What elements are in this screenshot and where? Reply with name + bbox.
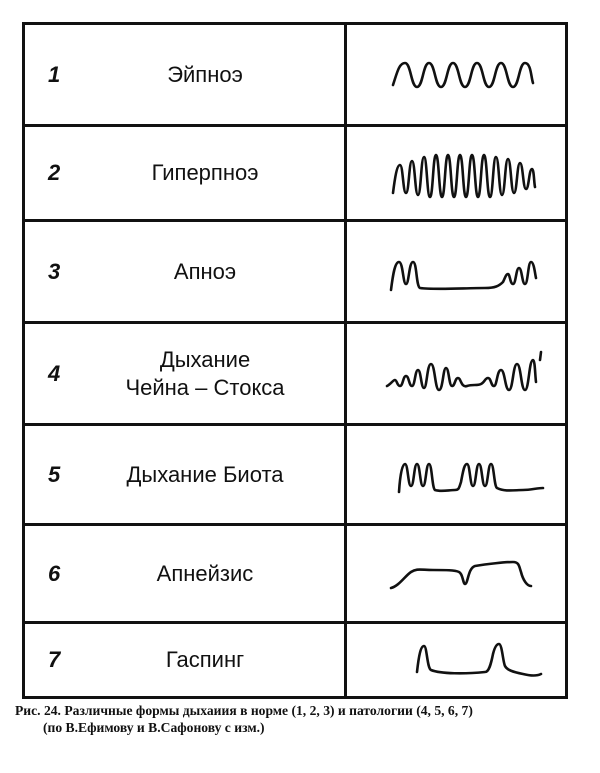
breathing-patterns-table	[22, 22, 568, 699]
caption-line-2: (по В.Ефимову и В.Сафонову с изм.)	[43, 720, 265, 735]
pattern-name: Эйпноэ	[167, 61, 243, 87]
pattern-name: Дыхание Биота	[126, 461, 284, 487]
figure-caption	[15, 702, 590, 736]
table-row	[25, 526, 565, 624]
row-number: 1	[48, 61, 61, 87]
cheyne-stokes-wave-icon	[355, 324, 560, 423]
pattern-name: Дыхание Чейна – Стокса	[125, 346, 285, 400]
table-row	[25, 127, 565, 222]
gasping-wave-icon	[355, 624, 560, 696]
row-number: 6	[48, 560, 61, 586]
row-number: 2	[48, 160, 61, 185]
pattern-name: Апноэ	[173, 258, 237, 284]
pattern-name: Гаспинг	[165, 647, 245, 672]
biot-wave-icon	[355, 426, 560, 523]
row-number: 7	[48, 647, 61, 672]
pattern-name: Апнейзис	[156, 560, 254, 586]
caption-line-1: Рис. 24. Различные формы дыхаиия в норме (1, 2, 3) и патологии (4, 5, 6, 7)	[15, 703, 473, 718]
table-row	[25, 426, 565, 526]
pattern-name: Гиперпноэ	[151, 160, 259, 185]
row-number: 3	[48, 258, 61, 284]
hyperpnea-wave-icon	[355, 127, 560, 219]
apnea-wave-icon	[355, 222, 560, 321]
eupnea-wave-icon	[355, 25, 560, 124]
table-row	[25, 624, 565, 696]
table-row	[25, 324, 565, 426]
table-row	[25, 25, 565, 127]
apneusis-wave-icon	[355, 526, 560, 621]
row-number: 4	[48, 360, 61, 386]
row-number: 5	[48, 461, 61, 487]
table-row	[25, 222, 565, 324]
